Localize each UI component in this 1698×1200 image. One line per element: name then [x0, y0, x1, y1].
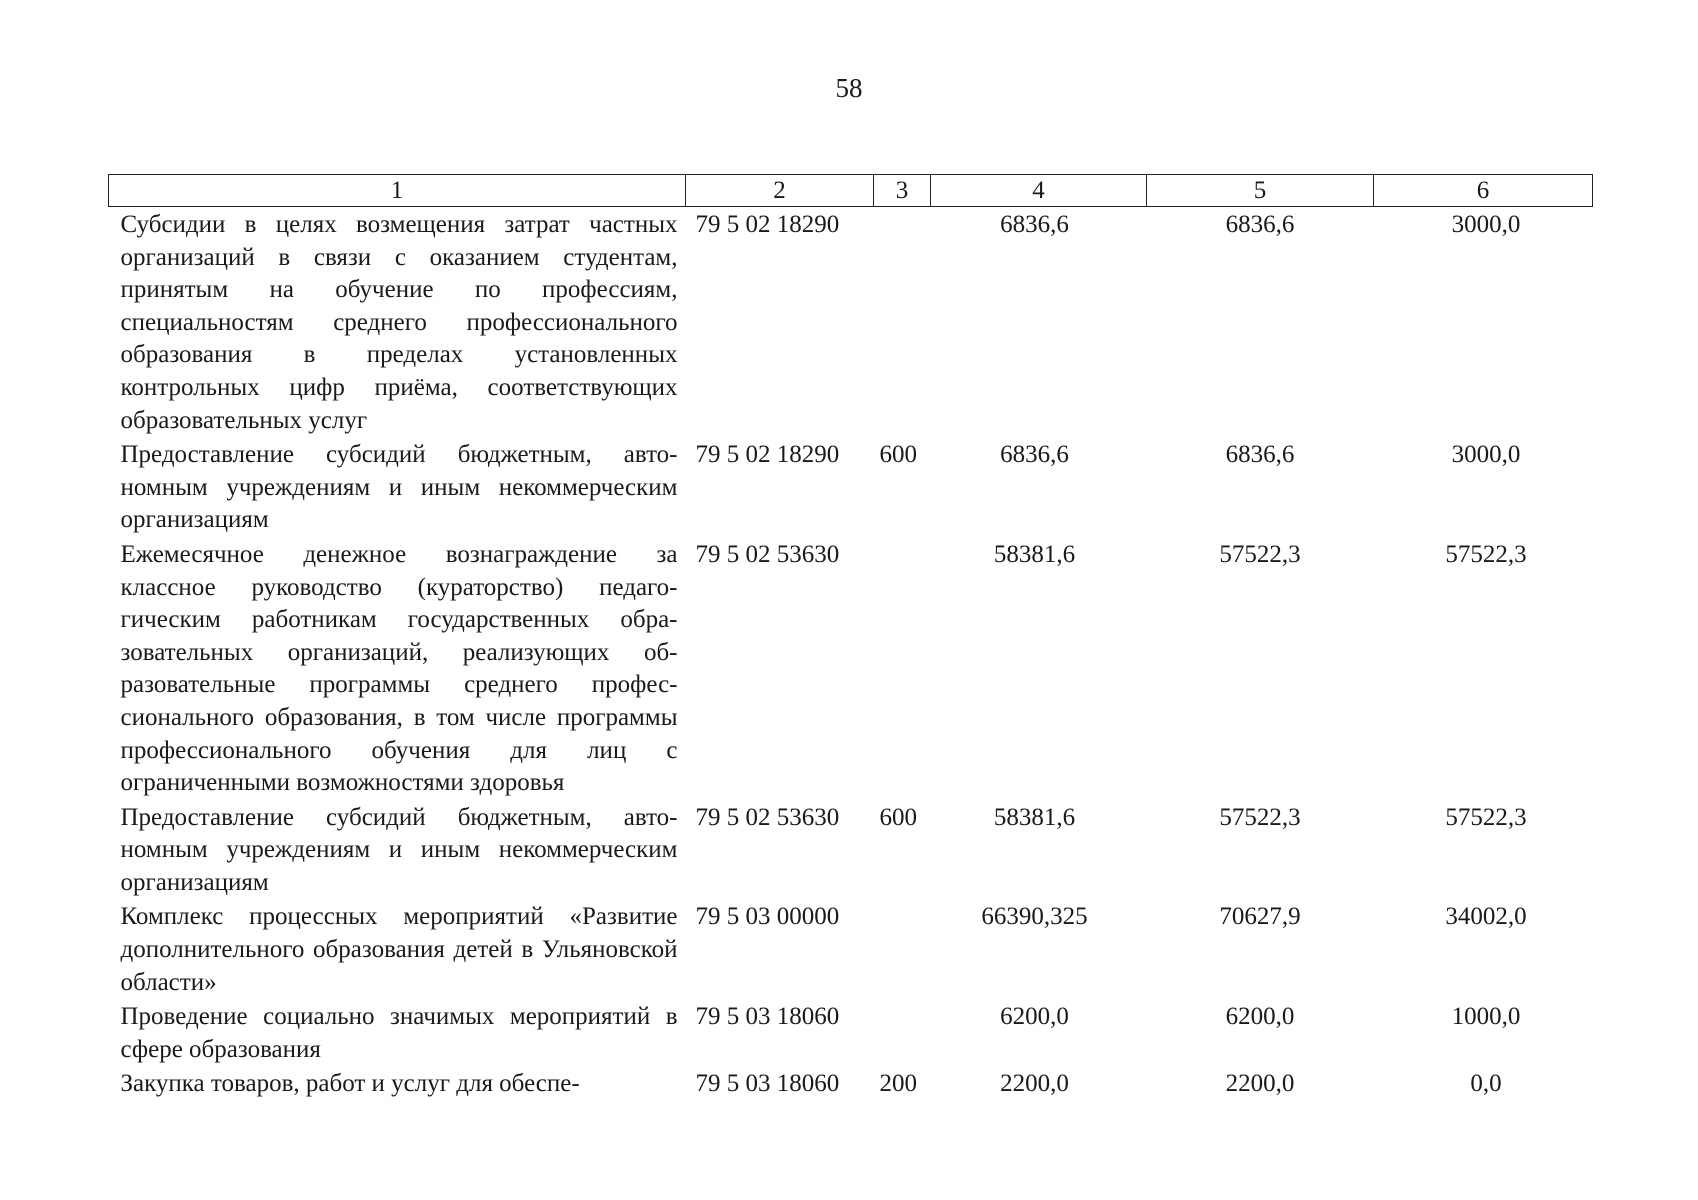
row-value-6: 57522,3	[1445, 540, 1527, 568]
row-value-6: 0,0	[1470, 1070, 1502, 1098]
table-row	[109, 1066, 1593, 1101]
row-type: 600	[879, 803, 917, 831]
row-value-4: 6200,0	[1000, 1003, 1069, 1031]
row-code: 79 5 03 00000	[695, 903, 840, 931]
row-value-4: 2200,0	[1000, 1070, 1069, 1098]
row-name: Закупка товаров, работ и услуг для обеспе-	[120, 1070, 580, 1098]
table-header	[109, 175, 1593, 207]
table-row	[109, 207, 1593, 438]
column-header: 4	[931, 175, 1147, 207]
row-value-5: 70627,9	[1219, 903, 1301, 931]
row-type: 600	[879, 441, 917, 469]
column-header: 3	[874, 175, 931, 207]
table-row	[109, 999, 1593, 1066]
row-type	[874, 207, 931, 438]
row-value-4: 58381,6	[993, 540, 1076, 568]
row-code: 79 5 02 53630	[695, 540, 840, 568]
row-value-4: 58381,6	[993, 803, 1076, 831]
row-code: 79 5 03 18060	[695, 1070, 840, 1098]
row-value-5: 6836,6	[1225, 211, 1295, 238]
row-value-6: 3000,0	[1451, 441, 1521, 469]
budget-table	[108, 174, 1593, 1101]
table-row	[109, 899, 1593, 999]
row-name: Предоставление субсидий бюджетным, автономным учреждениям и иным некоммерческим организациям	[120, 441, 678, 534]
table-body	[109, 207, 1593, 1102]
table-row	[109, 800, 1593, 900]
row-value-6: 34002,0	[1445, 903, 1527, 931]
table-row	[109, 537, 1593, 800]
row-value-5: 57522,3	[1219, 803, 1301, 831]
row-name: Предоставление субсидий бюджетным, автономным учреждениям и иным некоммерческим организациям	[120, 803, 678, 896]
row-type	[874, 537, 931, 800]
row-type: 200	[879, 1070, 917, 1098]
table-row	[109, 437, 1593, 537]
row-name: Проведение социально значимых мероприятий в сфере образования	[120, 1003, 678, 1063]
row-code: 79 5 02 18290	[695, 441, 840, 469]
row-code: 79 5 03 18060	[695, 1003, 840, 1031]
row-code: 79 5 02 18290	[695, 211, 840, 238]
column-header: 2	[686, 175, 874, 207]
row-value-5: 2200,0	[1225, 1070, 1295, 1098]
column-header: 6	[1374, 175, 1593, 207]
row-name: Ежемесячное денежное вознаграждение за классное руководство (кураторство) педагогическим работникам государственных образовательных организаций, реализующих образовательные программы среднего профессионального образования, в том числе программы профессионального обучения для лиц с ограниченными возможностями здоровья	[120, 540, 678, 797]
row-value-6: 1000,0	[1451, 1003, 1521, 1031]
row-name: Комплекс процессных мероприятий «Развитие дополнительного образования детей в Ульяновской области»	[120, 903, 678, 996]
header-row	[109, 175, 1593, 207]
page-number: 58	[835, 73, 863, 103]
row-value-6: 57522,3	[1445, 803, 1527, 831]
row-value-4: 6836,6	[1000, 441, 1069, 469]
column-header: 5	[1147, 175, 1374, 207]
row-value-4: 66390,325	[981, 903, 1088, 931]
row-name: Субсидии в целях возмещения затрат частных организаций в связи с оказанием студентам, принятым на обучение по профессиям, специальностям среднего профессионального образования в пределах установленных контрольных цифр приёма, соответствующих образовательных услуг	[120, 211, 678, 434]
column-header: 1	[109, 175, 686, 207]
row-value-5: 6836,6	[1225, 441, 1295, 469]
row-value-5: 6200,0	[1225, 1003, 1295, 1031]
row-value-5: 57522,3	[1219, 540, 1301, 568]
row-value-4: 6836,6	[1000, 211, 1069, 238]
row-type	[874, 899, 931, 999]
row-code: 79 5 02 53630	[695, 803, 840, 831]
row-type	[874, 999, 931, 1066]
row-value-6: 3000,0	[1451, 211, 1521, 238]
